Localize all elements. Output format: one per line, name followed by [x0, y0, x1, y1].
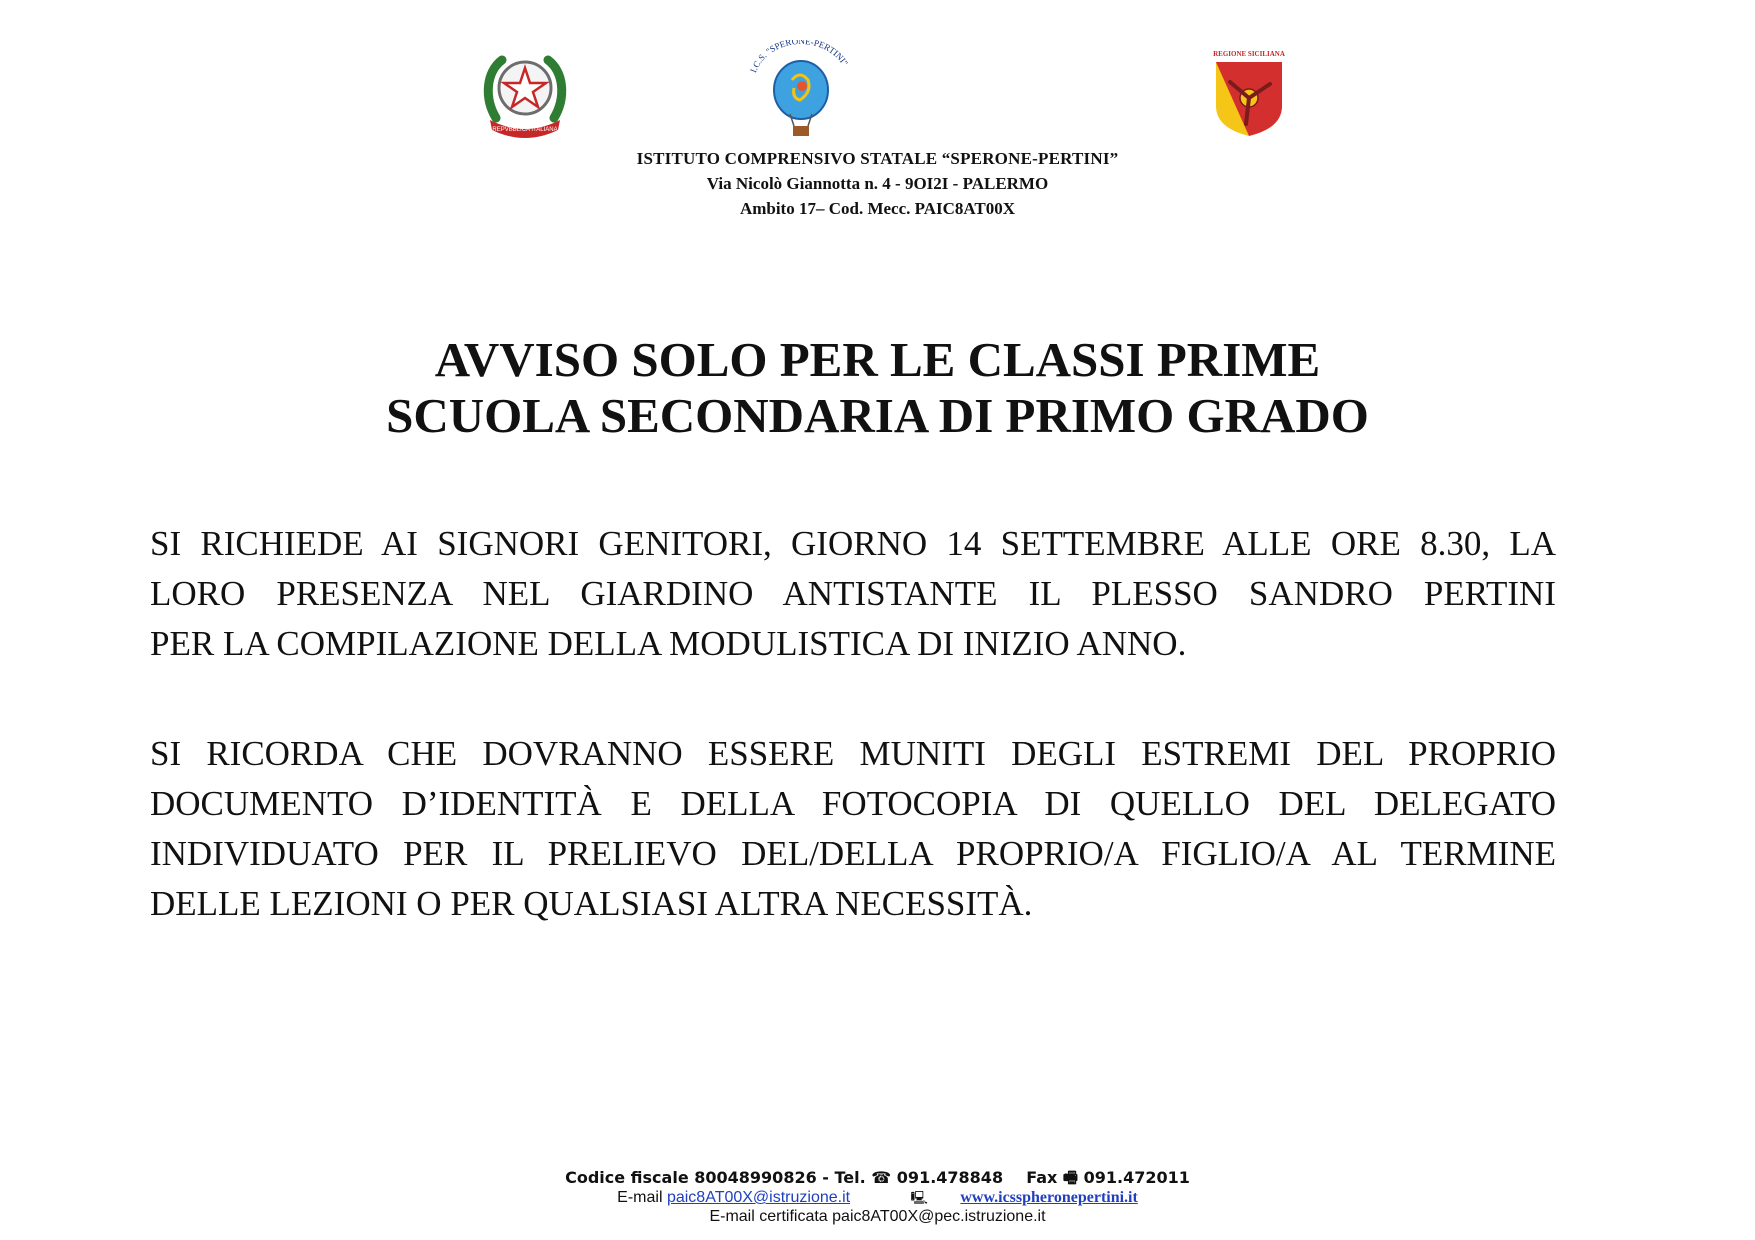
paragraph-line: LORO PRESENZA NEL GIARDINO ANTISTANTE IL PLESSO SANDRO PERTINI	[150, 574, 1556, 613]
footer-email-web	[0, 1188, 1755, 1207]
footer	[0, 1168, 1755, 1226]
notice-paragraph-2	[150, 729, 1556, 929]
institute-code: Ambito 17– Cod. Mecc. PAIC8AT00X	[739, 199, 1016, 218]
svg-text:I.C.S. "SPERONE-PERTINI": I.C.S. "SPERONE-PERTINI"	[748, 40, 851, 74]
institute-address: Via Nicolò Giannotta n. 4 - 9OI2I - PALERMO	[706, 174, 1049, 193]
paragraph-line: DOCUMENTO D’IDENTITÀ E DELLA FOTOCOPIA DI QUELLO DEL DELEGATO	[150, 784, 1556, 823]
paragraph-line: PER LA COMPILAZIONE DELLA MODULISTICA DI INIZIO ANNO.	[150, 624, 1187, 663]
letterhead	[0, 146, 1755, 221]
footer-contacts: Codice fiscale 80048990826 - Tel. ☎ 091.478848 Fax 🖷 091.472011	[565, 1168, 1190, 1187]
paragraph-line: SI RICORDA CHE DOVRANNO ESSERE MUNITI DEGLI ESTREMI DEL PROPRIO	[150, 734, 1556, 773]
svg-text:REGIONE SICILIANA: REGIONE SICILIANA	[1213, 50, 1285, 58]
codice-fiscale-label: Codice fiscale	[565, 1168, 689, 1187]
institute-name: ISTITUTO COMPRENSIVO STATALE “SPERONE-PERTINI”	[636, 149, 1119, 168]
school-balloon-logo	[742, 40, 860, 140]
italian-republic-emblem-logo	[482, 48, 568, 142]
svg-text:REPVBBLICA ITALIANA: REPVBBLICA ITALIANA	[492, 127, 558, 133]
fax-value: 091.472011	[1083, 1168, 1190, 1187]
paragraph-line: DELLE LEZIONI O PER QUALSIASI ALTRA NECESSITÀ.	[150, 884, 1033, 923]
tel-value: 091.478848	[896, 1168, 1004, 1187]
title-line-1: AVVISO SOLO PER LE CLASSI PRIME	[434, 332, 1321, 387]
email-label: E-mail	[617, 1189, 663, 1206]
computer-icon: 🖳	[910, 1190, 928, 1205]
fax-label: Fax 🖷	[1026, 1168, 1079, 1187]
email-link[interactable]: paic8AT00X@istruzione.it	[666, 1189, 851, 1206]
paragraph-line: INDIVIDUATO PER IL PRELIEVO DEL/DELLA PROPRIO/A FIGLIO/A AL TERMINE	[150, 834, 1556, 873]
website-link[interactable]: www.icsspheronepertini.it	[960, 1189, 1138, 1206]
title-line-2: SCUOLA SECONDARIA DI PRIMO GRADO	[386, 388, 1369, 443]
codice-fiscale-value: 80048990826	[694, 1168, 817, 1187]
notice-paragraph-1	[150, 519, 1556, 669]
tel-label: Tel. ☎	[834, 1168, 892, 1187]
footer-pec: E-mail certificata paic8AT00X@pec.istruzione.it	[709, 1208, 1046, 1225]
notice-title	[0, 332, 1755, 444]
regione-siciliana-logo	[1212, 48, 1286, 138]
paragraph-line: SI RICHIEDE AI SIGNORI GENITORI, GIORNO 14 SETTEMBRE ALLE ORE 8.30, LA	[150, 524, 1556, 563]
